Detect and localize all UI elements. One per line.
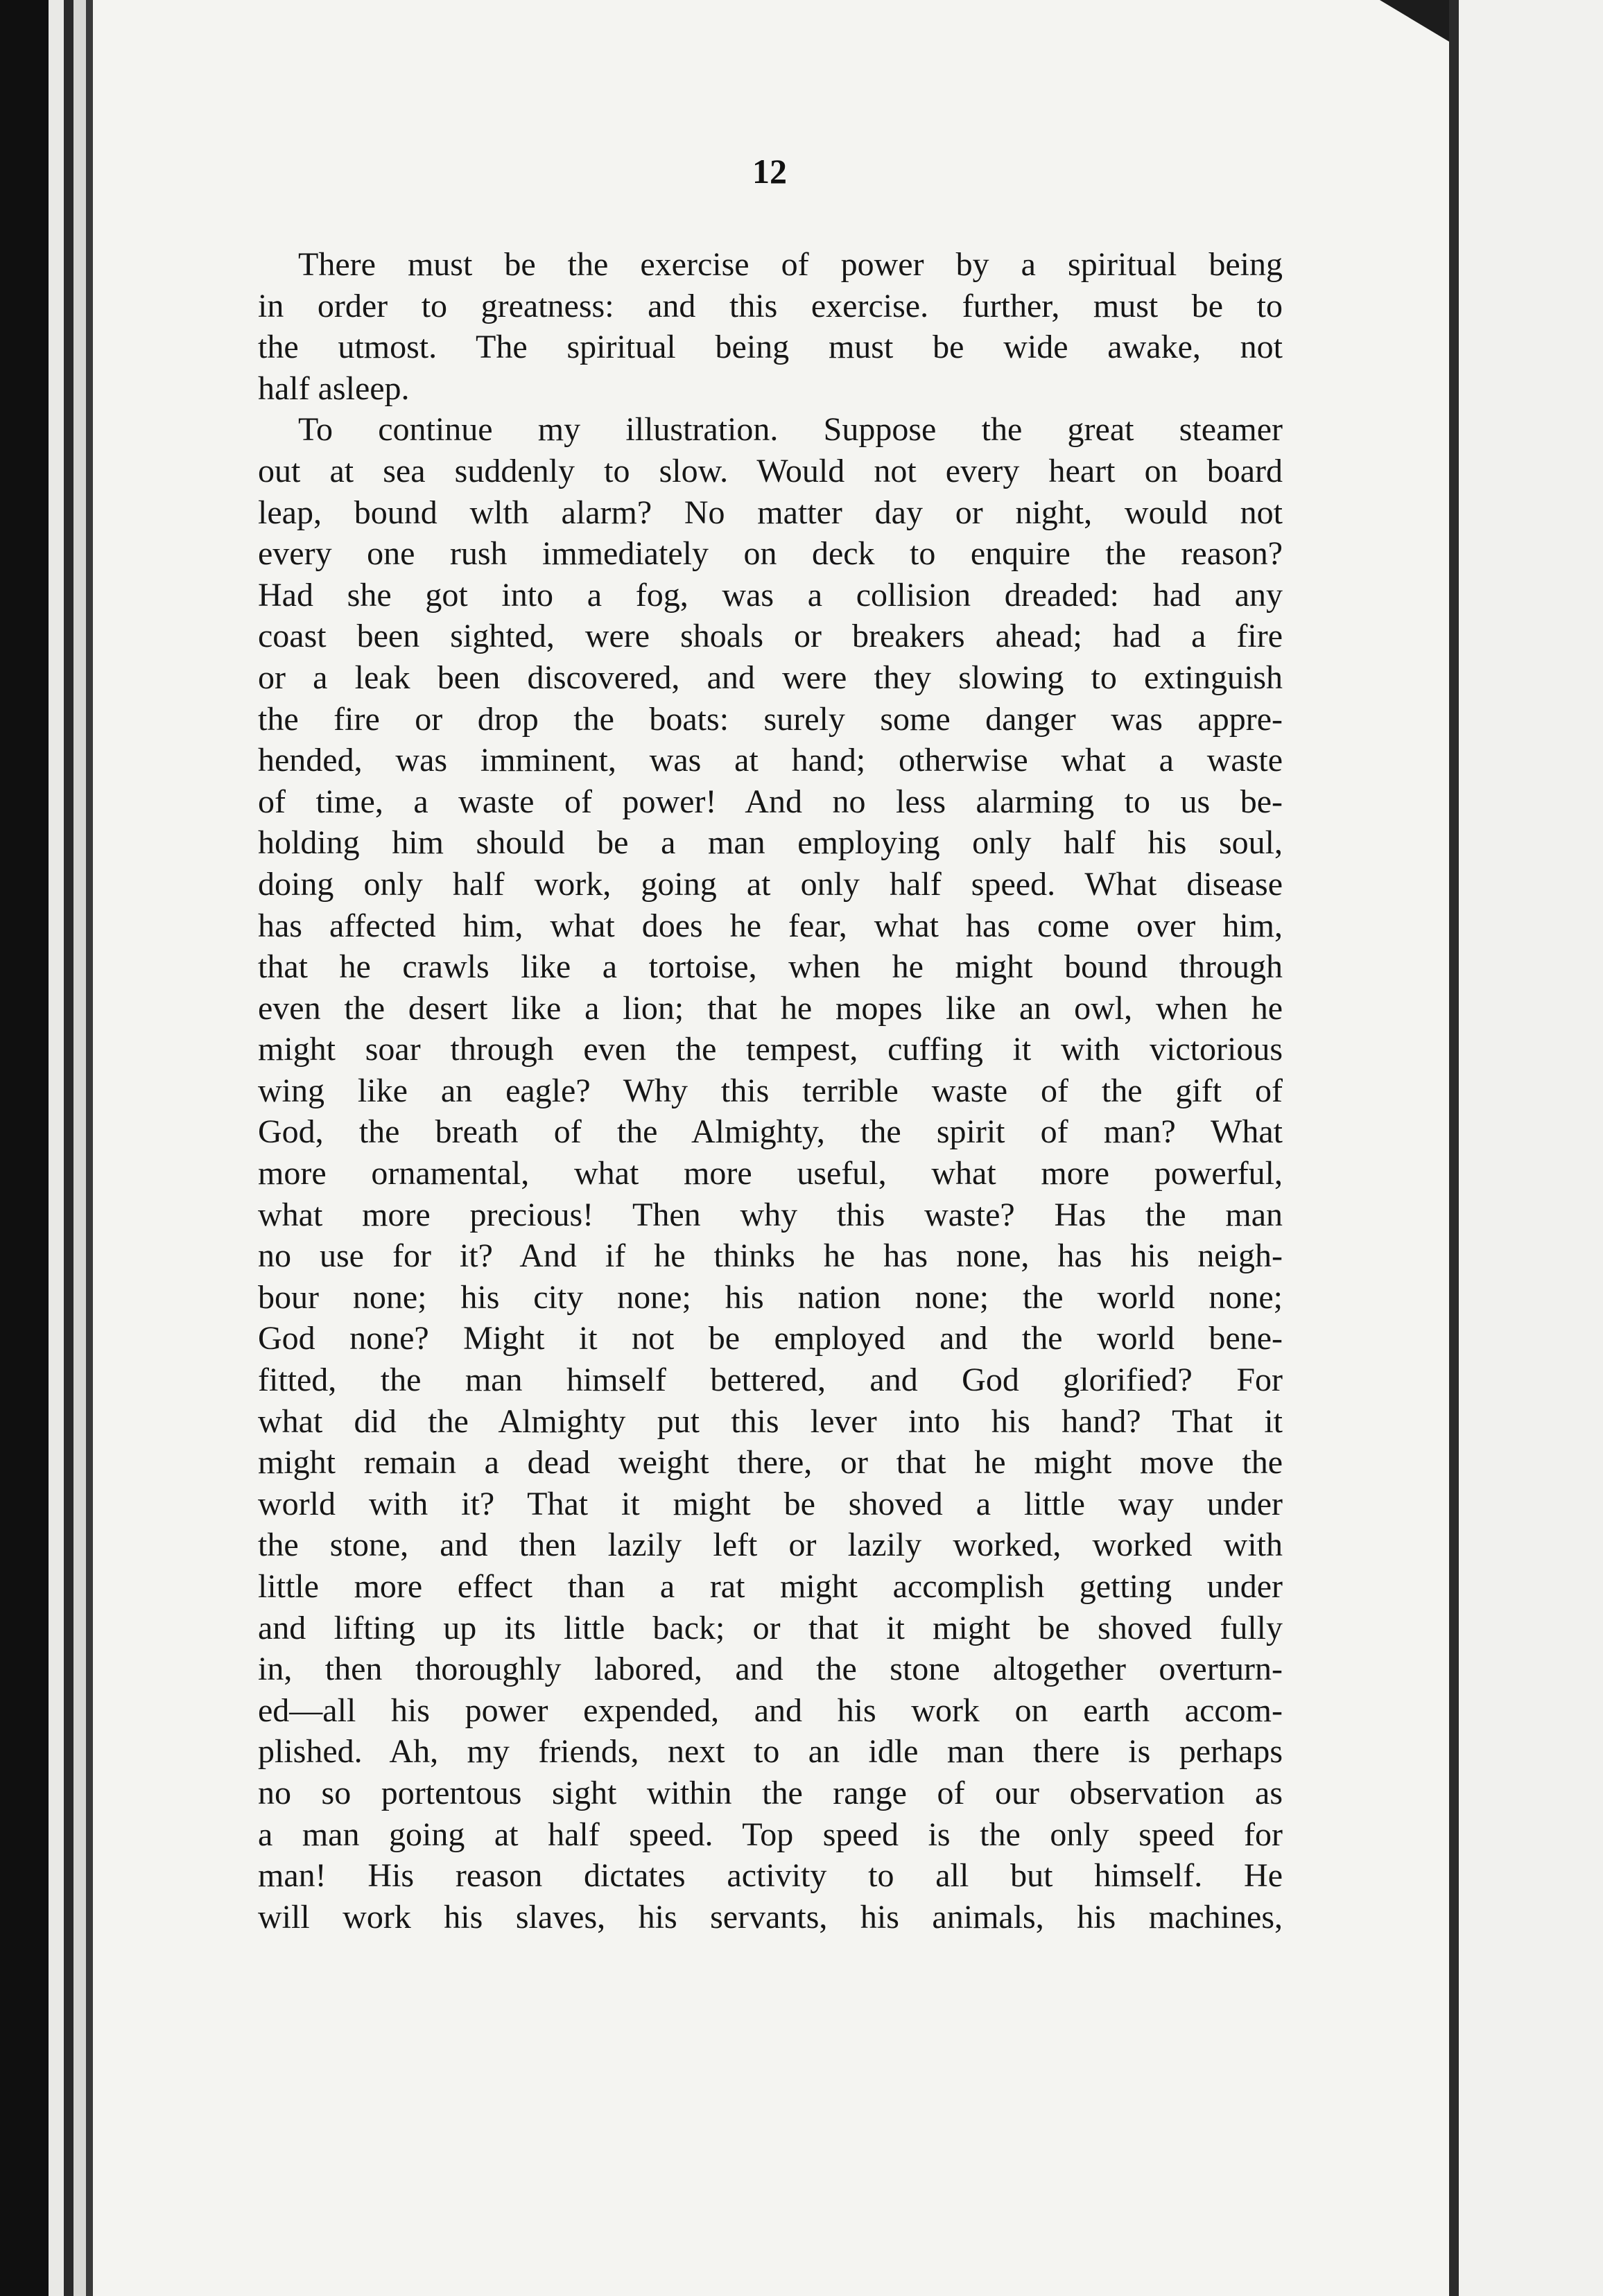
book-binding [0, 0, 49, 2296]
text-line: fitted, the man himself bettered, and God glorified? For [258, 1362, 1283, 1399]
text-line: no use for it? And if he thinks he has none, has his neigh- [258, 1237, 1283, 1275]
text-line: in, then thoroughly labored, and the stone altogether overturn- [258, 1651, 1283, 1688]
text-line: might soar through even the tempest, cuffing it with victorious [258, 1031, 1283, 1068]
text-line: every one rush immediately on deck to enquire the reason? [258, 535, 1283, 573]
paragraph-2 [258, 409, 1283, 1938]
text-line: holding him should be a man employing only half his soul, [258, 824, 1283, 862]
text-line: or a leak been discovered, and were they slowing to extinguish [258, 659, 1283, 696]
text-line: wing like an eagle? Why this terrible waste of the gift of [258, 1072, 1283, 1109]
text-line: the utmost. The spiritual being must be wide awake, not [258, 329, 1283, 366]
text-line: bour none; his city none; his nation none; the world none; [258, 1278, 1283, 1316]
text-line: what more precious! Then why this waste? Has the man [258, 1196, 1283, 1233]
text-line: even the desert like a lion; that he mopes like an owl, when he [258, 989, 1283, 1027]
text-line: coast been sighted, were shoals or breakers ahead; had a fire [258, 618, 1283, 655]
text-line: might remain a dead weight there, or that he might move the [258, 1444, 1283, 1481]
page-edge [86, 0, 93, 2296]
text-line: no so portentous sight within the range of our observation as [258, 1774, 1283, 1811]
text-line: plished. Ah, my friends, next to an idle man there is perhaps [258, 1733, 1283, 1771]
next-page-edge [1459, 0, 1603, 2296]
text-line: and lifting up its little back; or that it might be shoved fully [258, 1609, 1283, 1646]
text-line: of time, a waste of power! And no less alarming to us be- [258, 783, 1283, 820]
text-line: will work his slaves, his servants, his animals, his machines, [258, 1898, 1283, 1936]
text-line: more ornamental, what more useful, what more powerful, [258, 1155, 1283, 1192]
page-number: 12 [752, 152, 787, 191]
page-edge [49, 0, 64, 2296]
text-line: doing only half work, going at only half speed. What disease [258, 865, 1283, 903]
text-line: world with it? That it might be shoved a little way under [258, 1485, 1283, 1522]
text-line: God none? Might it not be employed and the world bene- [258, 1320, 1283, 1357]
text-line: little more effect than a rat might accomplish getting under [258, 1568, 1283, 1605]
page-edge [64, 0, 73, 2296]
page-edge [73, 0, 86, 2296]
text-line: the fire or drop the boats: surely some danger was appre- [258, 700, 1283, 738]
text-line: that he crawls like a tortoise, when he might bound through [258, 948, 1283, 986]
text-line: the stone, and then lazily left or lazily worked, worked with [258, 1527, 1283, 1564]
text-line: ed—all his power expended, and his work on earth accom- [258, 1691, 1283, 1729]
text-line: There must be the exercise of power by a spiritual being [298, 246, 1283, 283]
text-line: hended, was imminent, was at hand; otherwise what a waste [258, 742, 1283, 779]
text-line: in order to greatness: and this exercise. further, must be to [258, 287, 1283, 324]
text-line: man! His reason dictates activity to all but himself. He [258, 1857, 1283, 1895]
text-line: a man going at half speed. Top speed is the only speed for [258, 1816, 1283, 1853]
text-line: out at sea suddenly to slow. Would not every heart on board [258, 452, 1283, 489]
text-line: leap, bound wlth alarm? No matter day or night, would not [258, 494, 1283, 531]
page-gutter [1449, 0, 1459, 2296]
text-line: Had she got into a fog, was a collision dreaded: had any [258, 576, 1283, 614]
text-line: To continue my illustration. Suppose the great steamer [298, 411, 1283, 449]
text-line: half asleep. [258, 369, 410, 407]
paragraph-1 [258, 244, 1283, 409]
text-line: God, the breath of the Almighty, the spirit of man? What [258, 1113, 1283, 1151]
text-line: has affected him, what does he fear, what has come over him, [258, 907, 1283, 944]
text-line: what did the Almighty put this lever into his hand? That it [258, 1402, 1283, 1440]
body-text [258, 244, 1283, 1938]
